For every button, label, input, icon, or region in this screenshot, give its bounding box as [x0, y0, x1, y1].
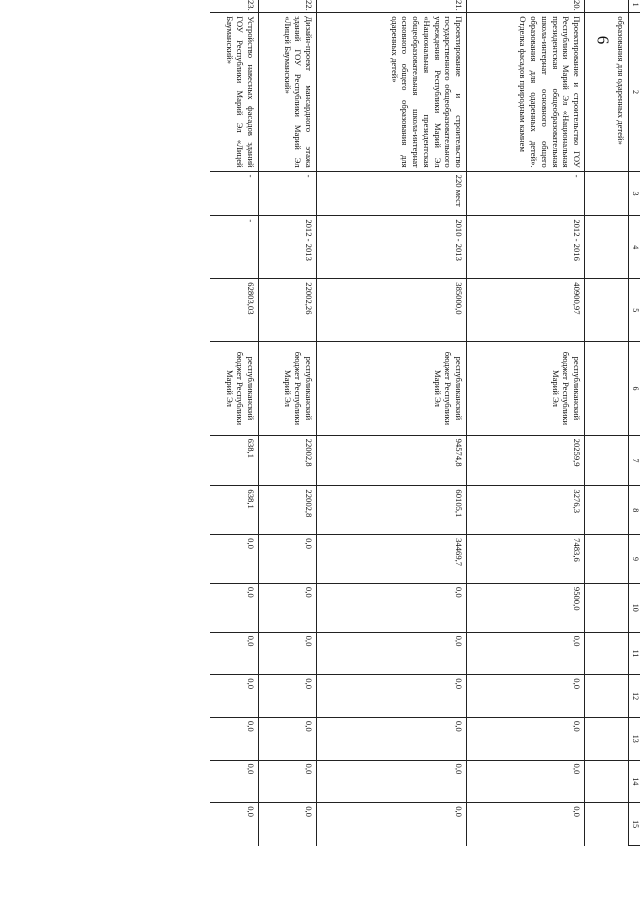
value-col14: 0,0	[211, 760, 259, 803]
total-cost: 40900,97	[467, 279, 585, 342]
table-row	[211, 0, 259, 846]
value-col11	[585, 632, 629, 675]
period: 2012 - 2016	[467, 216, 585, 279]
capacity: 220 мест	[317, 171, 467, 216]
column-number-14: 14	[629, 760, 640, 803]
value-col9: 7483,6	[467, 535, 585, 584]
value-col14	[585, 760, 629, 803]
object-name: Проектирование и строительство ГОУ Республики Марий Эл «Национальная президентская общеобразовательная школа-интернат основного общего образования для одаренных детей». Отделка фасадов природным камнем	[467, 13, 585, 171]
value-col7	[585, 435, 629, 486]
value-col12: 0,0	[211, 675, 259, 718]
value-col10: 0,0	[317, 583, 467, 632]
value-col10: 0,0	[259, 583, 317, 632]
table-row	[317, 0, 467, 846]
value-col11: 0,0	[259, 632, 317, 675]
value-col13: 0,0	[211, 717, 259, 760]
value-col12: 0,0	[467, 675, 585, 718]
value-col15: 0,0	[211, 803, 259, 846]
object-name: Устройство навесных фасадов зданий ГОУ Республики Марий Эл «Лицей Бауманский»	[211, 13, 259, 171]
column-number-13: 13	[629, 717, 640, 760]
value-col12: 0,0	[317, 675, 467, 718]
column-number-4: 4	[629, 216, 640, 279]
value-col7: 22002,8	[259, 435, 317, 486]
value-col15: 0,0	[317, 803, 467, 846]
funding-source	[585, 342, 629, 435]
period: -	[211, 216, 259, 279]
value-col9	[585, 535, 629, 584]
row-number	[585, 0, 629, 13]
capacity: -	[259, 171, 317, 216]
budget-table	[211, 0, 640, 846]
value-col12	[585, 675, 629, 718]
value-col8: 638,1	[211, 486, 259, 535]
period: 2010 - 2013	[317, 216, 467, 279]
row-number: 21.	[317, 0, 467, 13]
period	[585, 216, 629, 279]
value-col12: 0,0	[259, 675, 317, 718]
table-row	[259, 0, 317, 846]
funding-source: республиканский бюджет Республики Марий Эл	[317, 342, 467, 435]
column-number-3: 3	[629, 171, 640, 216]
value-col13: 0,0	[317, 717, 467, 760]
column-number-10: 10	[629, 583, 640, 632]
value-col8: 3276,3	[467, 486, 585, 535]
capacity	[585, 171, 629, 216]
value-col14: 0,0	[467, 760, 585, 803]
value-col11: 0,0	[211, 632, 259, 675]
column-number-6: 6	[629, 342, 640, 435]
value-col13: 0,0	[467, 717, 585, 760]
funding-source: республиканский бюджет Республики Марий Эл	[211, 342, 259, 435]
value-col7: 638,1	[211, 435, 259, 486]
value-col10: 0,0	[211, 583, 259, 632]
total-cost: 385000,0	[317, 279, 467, 342]
total-cost	[585, 279, 629, 342]
column-number-5: 5	[629, 279, 640, 342]
value-col14: 0,0	[259, 760, 317, 803]
total-cost: 62803,03	[211, 279, 259, 342]
capacity: -	[211, 171, 259, 216]
column-number-11: 11	[629, 632, 640, 675]
funding-source: республиканский бюджет Республики Марий Эл	[467, 342, 585, 435]
value-col13	[585, 717, 629, 760]
value-col7: 20259,9	[467, 435, 585, 486]
column-number-15: 15	[629, 803, 640, 846]
period: 2012 - 2013	[259, 216, 317, 279]
value-col8: 22002,8	[259, 486, 317, 535]
column-number-9: 9	[629, 535, 640, 584]
value-col9: 0,0	[211, 535, 259, 584]
value-col9: 34469,7	[317, 535, 467, 584]
row-number: 23.	[211, 0, 259, 13]
value-col11: 0,0	[467, 632, 585, 675]
rotated-table-frame	[224, 0, 640, 896]
value-col8	[585, 486, 629, 535]
value-col10: 9500,0	[467, 583, 585, 632]
page-number: 6	[593, 35, 613, 45]
row-number: 20.	[467, 0, 585, 13]
value-col13: 0,0	[259, 717, 317, 760]
table-row	[467, 0, 585, 846]
value-col15	[585, 803, 629, 846]
column-number-8: 8	[629, 486, 640, 535]
value-col10	[585, 583, 629, 632]
total-cost: 22002,26	[259, 279, 317, 342]
column-number-1: 1	[629, 0, 640, 13]
value-col14: 0,0	[317, 760, 467, 803]
value-col8: 60105,1	[317, 486, 467, 535]
value-col15: 0,0	[259, 803, 317, 846]
value-col9: 0,0	[259, 535, 317, 584]
column-number-12: 12	[629, 675, 640, 718]
row-number: 22.	[259, 0, 317, 13]
table-row	[585, 0, 629, 846]
object-name: Проектирование и строительство государственного общеобразовательного учреждения Республики Марий Эл «Национальная президентская общеобразовательная школа-интернат основного общего образования для одаренных детей»	[317, 13, 467, 171]
capacity: -	[467, 171, 585, 216]
value-col15: 0,0	[467, 803, 585, 846]
object-name: Дизайн-проект мансардного этажа зданий ГОУ Республики Марий Эл «Лицей Бауманский»	[259, 13, 317, 171]
column-number-7: 7	[629, 435, 640, 486]
header-row	[629, 0, 640, 846]
column-number-2: 2	[629, 13, 640, 171]
value-col7: 94574,8	[317, 435, 467, 486]
value-col11: 0,0	[317, 632, 467, 675]
object-name: образования для одаренных детей»	[585, 13, 629, 171]
funding-source: республиканский бюджет Республики Марий Эл	[259, 342, 317, 435]
